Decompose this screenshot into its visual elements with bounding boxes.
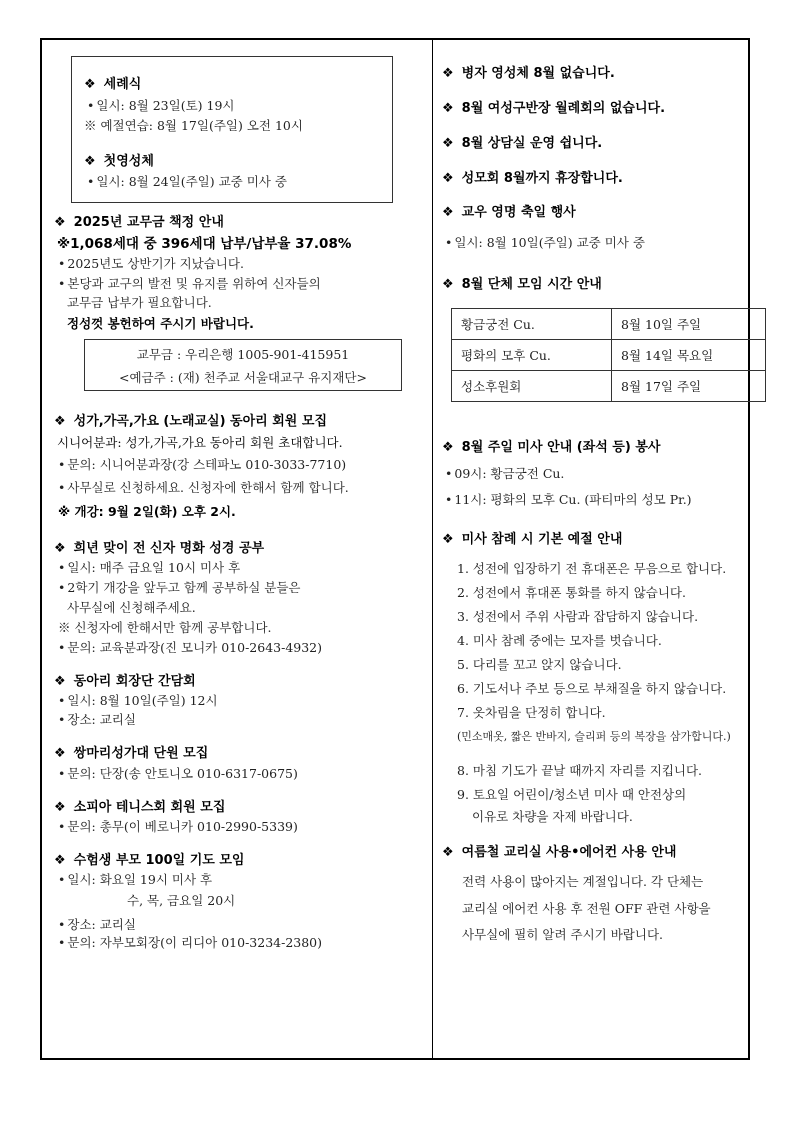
diamond-bullet-icon: ❖ [442,440,454,455]
etiquette-item: 9. 토요일 어린이/청소년 미사 때 안전상의 [457,787,687,802]
diamond-bullet-icon: ❖ [442,205,454,220]
bulletin-page [40,38,750,1060]
column-divider [432,40,433,1058]
etiquette-item: 이유로 차량을 자제 바랍니다. [472,809,633,824]
group-name: 평화의 모후 Cu. [452,340,612,371]
dues-line: 정성껏 봉헌하여 주시기 바랍니다. [67,316,254,331]
notice-3: ❖ 8월 상담실 운영 쉽니다. [442,136,603,151]
mass-service-line: • 11시: 평화의 모후 Cu. (파티마의 성모 Pr.) [445,490,692,508]
exam-line: • 장소: 교리실 [58,915,136,933]
exam-line: • 일시: 화요일 19시 미사 후 [58,870,212,888]
group-schedule-table [451,308,766,402]
diamond-bullet-icon: ❖ [442,136,454,151]
exam-prayer-title: ❖ 수험생 부모 100일 기도 모임 [54,853,245,868]
dues-line: • 2025년도 상반기가 지났습니다. [58,254,244,272]
diamond-bullet-icon: ❖ [54,414,66,429]
diamond-bullet-icon: ❖ [84,154,96,169]
bible-line: 사무실에 신청해주세요. [67,600,196,615]
etiquette-title: ❖ 미사 참례 시 기본 예절 안내 [442,532,623,547]
diamond-bullet-icon: ❖ [54,800,66,815]
dues-line: • 본당과 교구의 발전 및 유지를 위하여 신자들의 [58,274,321,292]
bible-line: • 2학기 개강을 앞두고 함께 공부하실 분들은 [58,578,300,596]
sacrament-box [71,56,393,203]
notice-1: ❖ 병자 영성체 8월 없습니다. [442,66,615,81]
etiquette-item: 3. 성전에서 주위 사람과 잡담하지 않습니다. [457,609,699,624]
diamond-bullet-icon: ❖ [54,746,66,761]
etiquette-item-note: (민소매옷, 짧은 반바지, 슬리퍼 등의 복장을 삼가합니다.) [457,730,731,743]
feast-line: • 일시: 8월 10일(주일) 교중 미사 중 [445,233,645,251]
diamond-bullet-icon: ❖ [54,853,66,868]
diamond-bullet-icon: ❖ [442,171,454,186]
leaders-line: • 장소: 교리실 [58,710,136,728]
diamond-bullet-icon: ❖ [442,277,454,292]
mass-service-title: ❖ 8월 주일 미사 안내 (좌석 등) 봉사 [442,440,661,455]
first-communion-title: ❖ 첫영성체 [84,154,154,169]
feast-title: ❖ 교우 영명 축일 행사 [442,205,576,220]
account-holder: <예금주 : (재) 천주교 서울대교구 유지재단> [119,370,367,385]
baptism-rehearsal: ※ 예절연습: 8월 17일(주일) 오전 10시 [84,118,303,133]
leaders-line: • 일시: 8월 10일(주일) 12시 [58,691,218,709]
group-name: 황금궁전 Cu. [452,309,612,340]
diamond-bullet-icon: ❖ [442,845,454,860]
exam-line: 수, 목, 금요일 20시 [127,893,236,908]
exam-line: • 문의: 자부모회장(이 리디아 010-3234-2380) [58,933,322,951]
tennis-line: • 문의: 총무(이 베로니카 010-2990-5339) [58,817,298,835]
etiquette-item: 1. 성전에 입장하기 전 휴대폰은 무음으로 합니다. [457,561,727,576]
etiquette-item: 8. 마침 기도가 끝날 때까지 자리를 지킵니다. [457,763,703,778]
etiquette-item: 7. 옷차림을 단정히 합니다. [457,705,606,720]
account-box [84,339,402,391]
choir-club-title: ❖ 성가,가곡,가요 (노래교실) 동아리 회원 모집 [54,414,328,429]
group-date: 8월 14일 목요일 [612,340,766,371]
bible-line: • 일시: 매주 금요일 10시 미사 후 [58,558,240,576]
group-name: 성소후원회 [452,371,612,402]
bible-line: • 문의: 교육분과장(진 모니카 010-2643-4932) [58,638,322,656]
diamond-bullet-icon: ❖ [54,674,66,689]
choir-line: ※ 개강: 9월 2일(화) 오후 2시. [58,504,236,519]
notice-2: ❖ 8월 여성구반장 월례회의 없습니다. [442,101,666,116]
aircon-title: ❖ 여름철 교리실 사용•에어컨 사용 안내 [442,845,677,860]
bible-line: ※ 신청자에 한해서만 함께 공부합니다. [58,620,272,635]
notice-4: ❖ 성모회 8월까지 휴장합니다. [442,171,623,186]
diamond-bullet-icon: ❖ [442,532,454,547]
diamond-bullet-icon: ❖ [442,101,454,116]
dues-line: 교무금 납부가 필요합니다. [67,295,212,310]
choir-line: • 사무실로 신청하세요. 신청자에 한해서 함께 합니다. [58,478,349,496]
choir-line: 시니어분과: 성가,가곡,가요 동아리 회원 초대합니다. [57,435,343,450]
aircon-line: 사무실에 필히 알려 주시기 바랍니다. [462,927,663,942]
ssangmari-title: ❖ 쌍마리성가대 단원 모집 [54,746,209,761]
baptism-title: ❖ 세례식 [84,77,142,92]
etiquette-item: 2. 성전에서 휴대폰 통화를 하지 않습니다. [457,585,686,600]
group-date: 8월 17일 주일 [612,371,766,402]
ssangmari-line: • 문의: 단장(송 안토니오 010-6317-0675) [58,764,298,782]
table-row [452,309,766,340]
group-date: 8월 10일 주일 [612,309,766,340]
dues-title: ❖ 2025년 교무금 책정 안내 [54,215,224,230]
diamond-bullet-icon: ❖ [54,541,66,556]
choir-line: • 문의: 시니어분과장(강 스테파노 010-3033-7710) [58,455,346,473]
club-leaders-title: ❖ 동아리 회장단 간담회 [54,674,196,689]
aircon-line: 교리실 에어컨 사용 후 전원 OFF 관련 사항을 [462,901,711,916]
groups-title: ❖ 8월 단체 모임 시간 안내 [442,277,602,292]
diamond-bullet-icon: ❖ [442,66,454,81]
etiquette-item: 5. 다리를 꼬고 앉지 않습니다. [457,657,622,672]
table-row [452,340,766,371]
aircon-line: 전력 사용이 많아지는 계절입니다. 각 단체는 [462,874,704,889]
mass-service-line: • 09시: 황금궁전 Cu. [445,464,564,482]
etiquette-item: 6. 기도서나 주보 등으로 부채질을 하지 않습니다. [457,681,727,696]
tennis-title: ❖ 소피아 테니스회 회원 모집 [54,800,226,815]
diamond-bullet-icon: ❖ [54,215,66,230]
bible-study-title: ❖ 희년 맞이 전 신자 명화 성경 공부 [54,541,265,556]
dues-stat: ※1,068세대 중 396세대 납부/납부율 37.08% [57,236,352,252]
table-row [452,371,766,402]
etiquette-item: 4. 미사 참례 중에는 모자를 벗습니다. [457,633,662,648]
baptism-date: • 일시: 8월 23일(토) 19시 [87,96,234,114]
first-communion-date: • 일시: 8월 24일(주일) 교중 미사 중 [87,172,287,190]
diamond-bullet-icon: ❖ [84,77,96,92]
account-number: 교무금 : 우리은행 1005-901-415951 [136,347,350,362]
